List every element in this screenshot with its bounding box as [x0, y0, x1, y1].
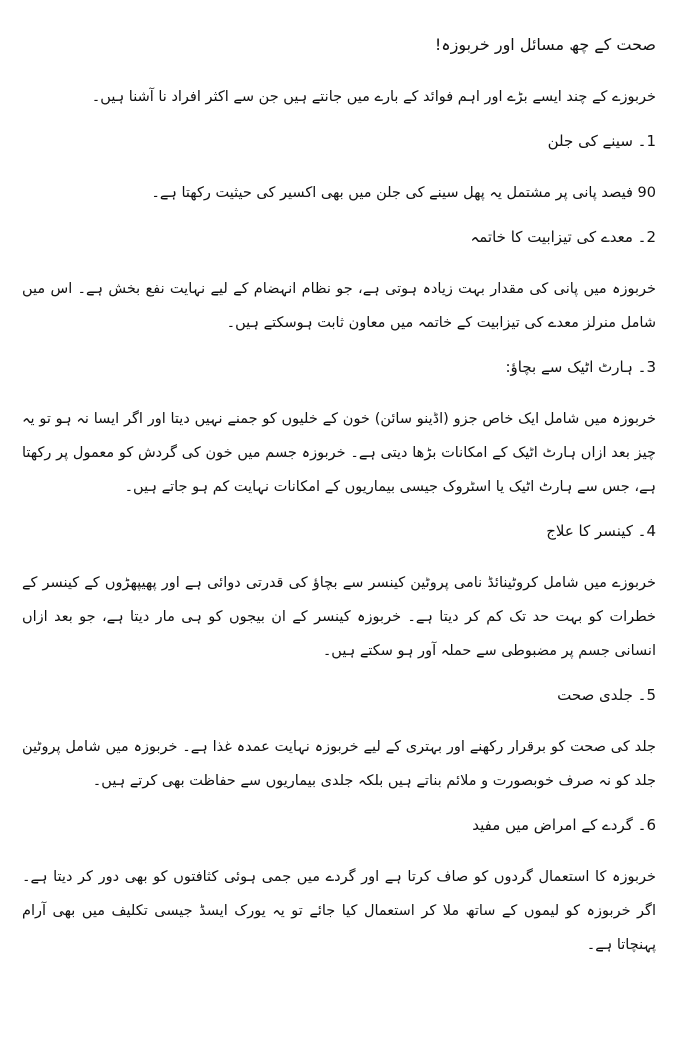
section-heading-skin: 5۔ جلدی صحت [557, 686, 656, 704]
section-body-heartburn: 90 فیصد پانی پر مشتمل یہ پھل سینے کی جلن میں بھی اکسیر کی حیثیت رکھتا ہے۔ [151, 185, 656, 201]
section-heading-acidity: 2۔ معدے کی تیزابیت کا خاتمہ [470, 228, 656, 246]
section-body-skin: جلد کی صحت کو برقرار رکھنے اور بہتری کے لیے خربوزہ نہایت عمدہ غذا ہے۔ خربوزہ میں شامل پروٹین جلد کو نہ صرف خوبصورت و ملائم بناتے ہیں بلکہ جلدی بیماریوں سے حفاظت بھی کرتے ہیں۔ [22, 739, 656, 789]
section-heading-heartburn: 1۔ سینے کی جلن [547, 132, 656, 150]
section-heading-cancer: 4۔ کینسر کا علاج [546, 522, 656, 540]
section-body-acidity: خربوزہ میں پانی کی مقدار بہت زیادہ ہوتی ہے، جو نظام انہضام کے لیے نہایت نفع بخش ہے۔ اس میں شامل منرلز معدے کی تیزابیت کے خاتمہ میں معاون ثابت ہوسکتے ہیں۔ [22, 281, 656, 331]
intro-paragraph: خربوزے کے چند ایسے بڑے اور اہم فوائد کے بارے میں جانتے ہیں جن سے اکثر افراد نا آشنا ہیں۔ [91, 89, 656, 105]
section-heading-heart-attack: 3۔ ہارٹ اٹیک سے بچاؤ: [505, 358, 656, 376]
section-body-kidney: خربوزہ کا استعمال گردوں کو صاف کرتا ہے اور گردے میں جمی ہوئی کثافتوں کو بھی دور کر دیتا ہے۔ اگر خربوزہ کو لیموں کے ساتھ ملا کر استعمال کیا جائے تو یہ یورک ایسڈ جیسی تکلیف میں بھی آرام پہنچاتا ہے۔ [22, 869, 656, 953]
article-title: صحت کے چھ مسائل اور خربوزہ! [434, 35, 656, 54]
section-body-heart-attack: خربوزہ میں شامل ایک خاص جزو (اڈینو سائن) خون کے خلیوں کو جمنے نہیں دیتا اور اگر ایسا نہ ہو تو یہ چیز بعد ازاں ہارٹ اٹیک کے امکانات بڑھا دیتی ہے۔ خربوزہ جسم میں خون کی گردش کو معمول پر رکھتا ہے، جس سے ہارٹ اٹیک یا اسٹروک جیسی بیماریوں کے امکانات نہایت کم ہو جاتے ہیں۔ [22, 411, 656, 495]
section-heading-kidney: 6۔ گردے کے امراض میں مفید [472, 816, 656, 834]
section-body-cancer: خربوزے میں شامل کروٹینائڈ نامی پروٹین کینسر سے بچاؤ کی قدرتی دوائی ہے اور پھیپھڑوں کے کینسر کے خطرات کو بہت حد تک کم کر دیتا ہے۔ خربوزہ کینسر کے ان بیجوں کو ہی مار دیتا ہے، جو بعد ازاں انسانی جسم پر مضبوطی سے حملہ آور ہو سکتے ہیں۔ [22, 575, 656, 659]
